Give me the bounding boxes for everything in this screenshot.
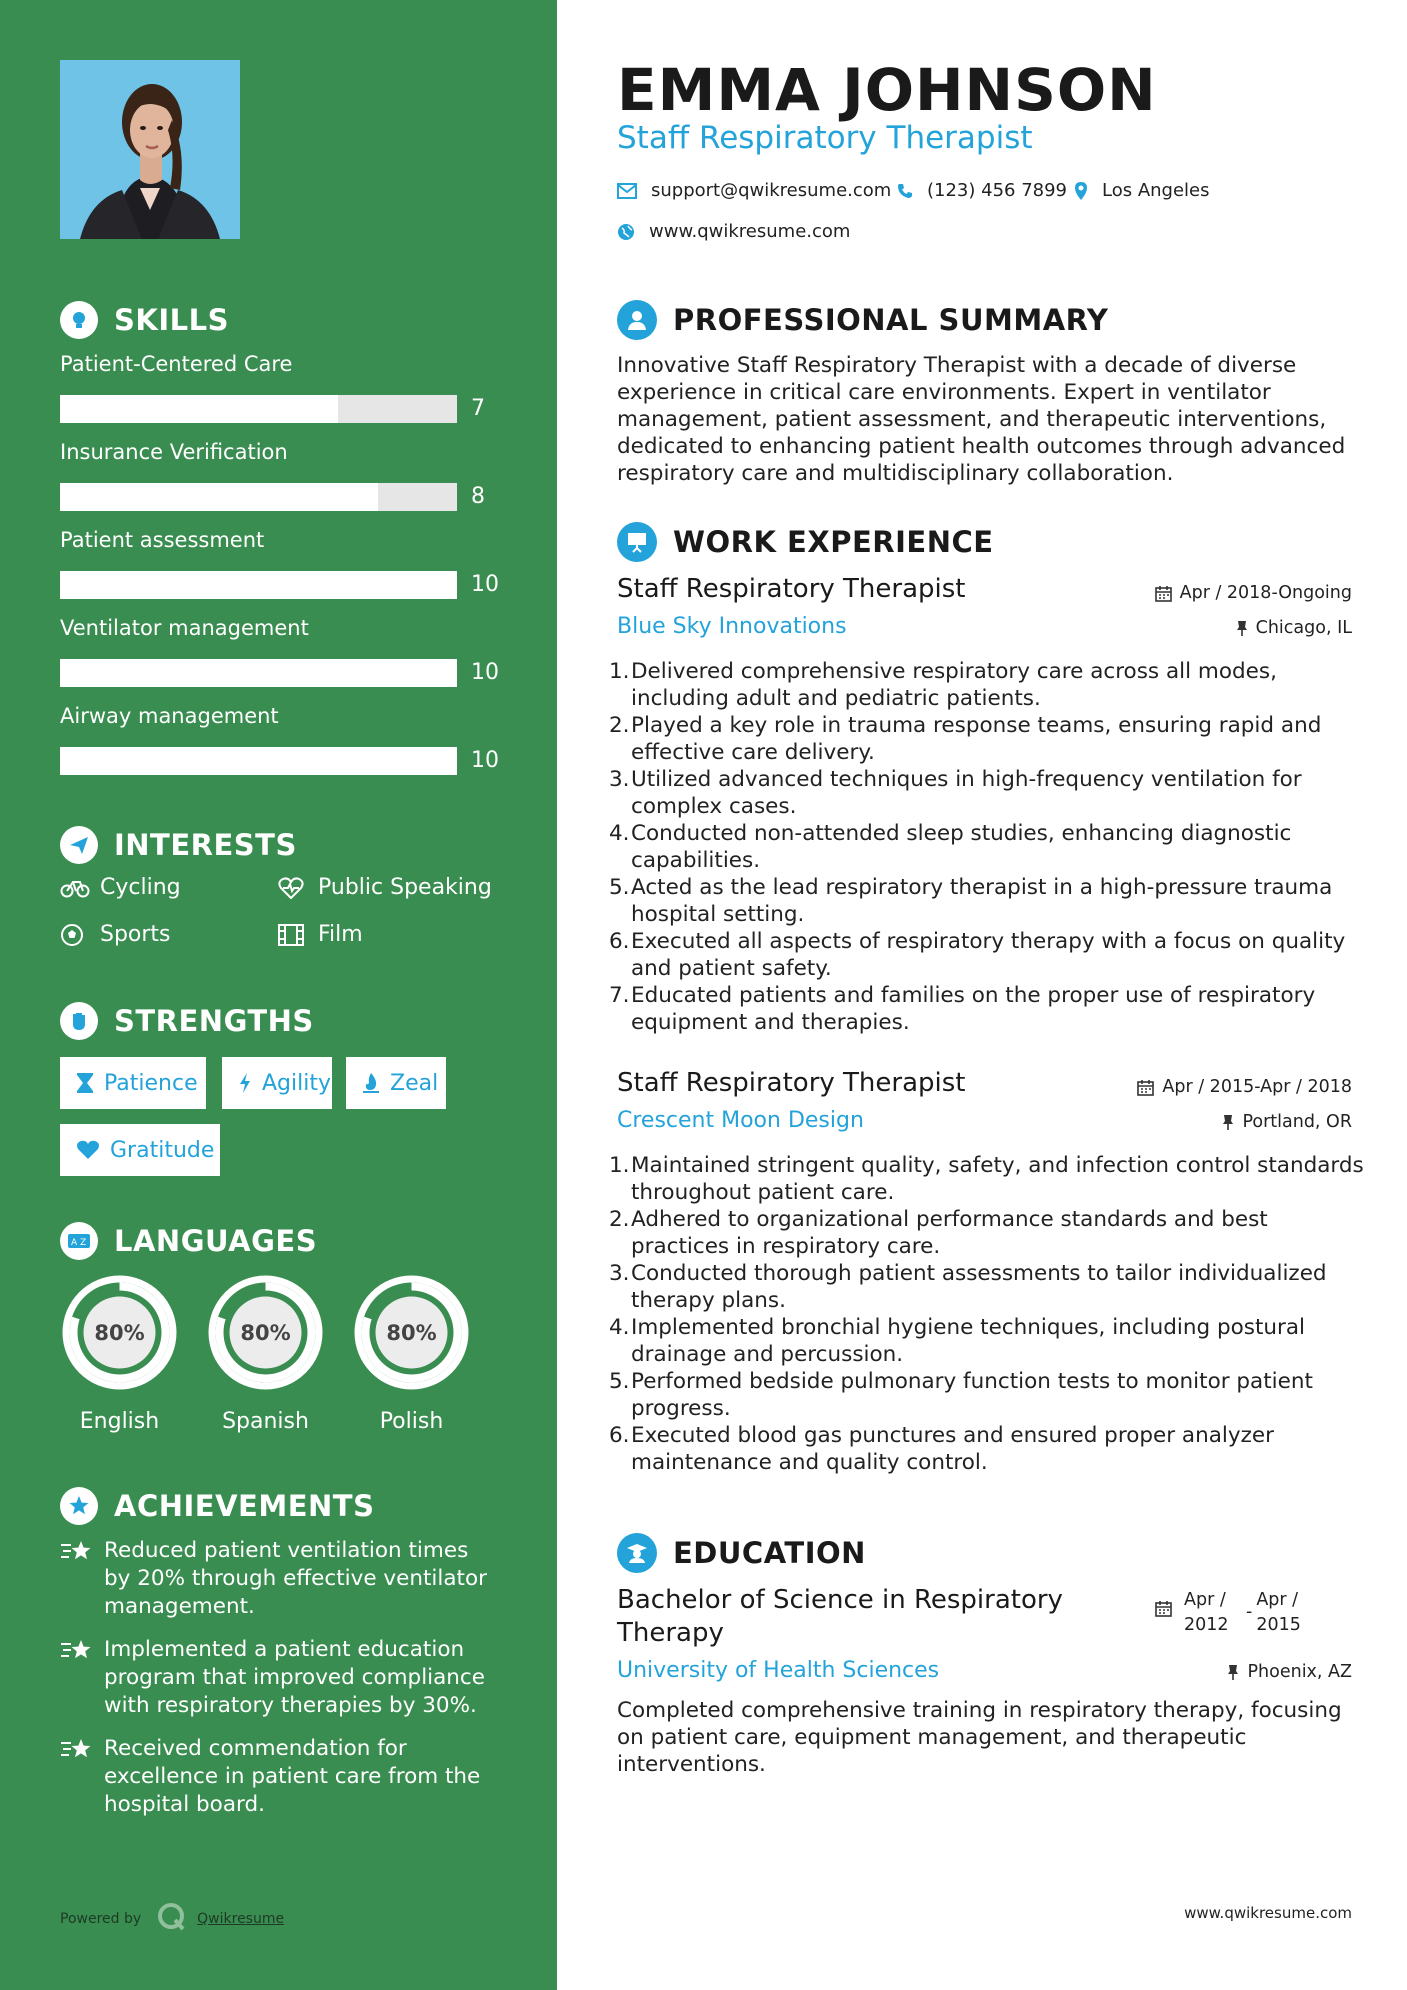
item-number: 5. (609, 1369, 630, 1394)
qwikresume-logo-icon (157, 1902, 187, 1936)
skill-name: Patient-Centered Care (60, 352, 293, 376)
phone-text: (123) 456 7899 (927, 180, 1068, 201)
phone-icon (897, 183, 913, 199)
item-text: Performed bedside pulmonary function tests to monitor patient progress. (631, 1369, 1313, 1421)
interest-item (278, 922, 363, 947)
item-text: Conducted non-attended sleep studies, enhancing diagnostic capabilities. (631, 821, 1292, 873)
bolt-icon (238, 1072, 252, 1094)
responsibility-item (609, 982, 1369, 1036)
education-location-text: Phoenix, AZ (1247, 1662, 1352, 1682)
map-pin-icon (1074, 181, 1088, 201)
shooting-star-icon (60, 1537, 104, 1621)
website-text[interactable]: www.qwikresume.com (649, 221, 851, 242)
strength-label: Agility (262, 1070, 331, 1096)
pushpin-icon (1227, 1664, 1239, 1681)
language-percent: 80% (386, 1321, 437, 1345)
strength-label: Zeal (390, 1070, 439, 1096)
strength-tag (60, 1057, 206, 1109)
item-text: Maintained stringent quality, safety, and infection control standards throughout patient care. (631, 1153, 1364, 1205)
language-item (203, 1270, 328, 1434)
skill-value: 10 (471, 660, 499, 685)
job-responsibilities (609, 1152, 1369, 1476)
language-percent: 80% (94, 1321, 145, 1345)
job-responsibilities (609, 658, 1369, 1036)
achievement-text: Implemented a patient education program that improved compliance with respiratory therapies by 30%. (104, 1637, 485, 1718)
item-number: 7. (609, 983, 630, 1008)
education-title: EDUCATION (673, 1536, 866, 1570)
profile-photo (60, 60, 240, 239)
skill-name: Patient assessment (60, 528, 265, 552)
skill-bar-fill (60, 659, 457, 687)
skill-bar-fill (60, 395, 338, 423)
raised-fist-icon (60, 1002, 98, 1040)
education-start: Apr / 2012 (1184, 1590, 1229, 1635)
achievements-title: ACHIEVEMENTS (114, 1489, 375, 1523)
hourglass-icon (76, 1072, 94, 1094)
skill-value: 8 (471, 484, 485, 509)
achievement-item (60, 1636, 500, 1720)
skill-bar (60, 483, 457, 511)
heartbeat-icon (278, 876, 308, 900)
skill-bar (60, 571, 457, 599)
sidebar (0, 0, 557, 1990)
svg-text:A: A (71, 1238, 78, 1248)
responsibility-item (609, 1422, 1369, 1476)
shooting-star-icon (60, 1735, 104, 1819)
item-number: 3. (609, 1261, 630, 1286)
responsibility-item (609, 820, 1369, 874)
language-name: Polish (379, 1409, 444, 1434)
company-name: Crescent Moon Design (617, 1108, 864, 1133)
education-end: Apr / 2015 (1256, 1590, 1301, 1635)
job-dates-text: Apr / 2018-Ongoing (1179, 583, 1352, 603)
language-percent: 80% (240, 1321, 291, 1345)
interests-heading (60, 826, 297, 864)
email-text[interactable]: support@qwikresume.com (651, 180, 892, 201)
skill-bar-fill (60, 747, 457, 775)
job-location-text: Portland, OR (1242, 1112, 1352, 1132)
star-badge-icon (60, 1487, 98, 1525)
interest-label: Film (318, 922, 363, 947)
job-title: Staff Respiratory Therapist (617, 1068, 966, 1098)
responsibility-item (609, 1260, 1369, 1314)
language-item (349, 1270, 474, 1434)
qwikresume-link[interactable]: Qwikresume (197, 1911, 285, 1927)
achievement-item (60, 1735, 500, 1819)
summary-title: PROFESSIONAL SUMMARY (673, 303, 1109, 337)
item-text: Adhered to organizational performance standards and best practices in respiratory care. (631, 1207, 1268, 1259)
responsibility-item (609, 766, 1369, 820)
powered-by (60, 1902, 284, 1936)
strength-label: Gratitude (110, 1137, 215, 1163)
item-text: Educated patients and families on the proper use of respiratory equipment and therapies. (631, 983, 1316, 1035)
job-dates (1137, 1077, 1352, 1097)
language-ring (349, 1270, 474, 1395)
job-dates (1155, 583, 1352, 603)
strength-label: Patience (104, 1070, 198, 1096)
location-text: Los Angeles (1102, 180, 1210, 201)
item-text: Played a key role in trauma response teams, ensuring rapid and effective care delivery. (631, 713, 1322, 765)
skill-name: Airway management (60, 704, 279, 728)
main-content (557, 0, 1407, 1990)
translate-icon (60, 1222, 98, 1260)
skill-item (60, 704, 500, 773)
interest-item (60, 875, 181, 900)
job-dates-text: Apr / 2015-Apr / 2018 (1162, 1077, 1352, 1097)
achievement-text: Reduced patient ventilation times by 20% through effective ventilator management. (104, 1538, 487, 1619)
language-ring (203, 1270, 328, 1395)
responsibility-item (609, 1314, 1369, 1368)
contact-website (617, 221, 850, 242)
contact-location (1074, 180, 1210, 201)
strengths-heading (60, 1002, 314, 1040)
flame-icon (362, 1072, 380, 1094)
item-text: Implemented bronchial hygiene techniques, including postural drainage and percussion. (631, 1315, 1306, 1367)
calendar-icon (1137, 1079, 1154, 1096)
powered-by-label: Powered by (60, 1911, 142, 1927)
responsibility-item (609, 928, 1369, 982)
interest-label: Cycling (100, 875, 181, 900)
language-name: Spanish (222, 1409, 309, 1434)
languages-heading (60, 1222, 317, 1260)
language-item (57, 1270, 182, 1434)
bicycle-icon (60, 876, 90, 900)
item-text: Utilized advanced techniques in high-frequency ventilation for complex cases. (631, 767, 1302, 819)
item-number: 1. (609, 1153, 630, 1178)
heart-icon (76, 1140, 100, 1160)
calendar-icon (1155, 1600, 1172, 1617)
strength-tag (222, 1057, 332, 1109)
user-icon (617, 300, 657, 340)
achievement-text: Received commendation for excellence in patient care from the hospital board. (104, 1736, 481, 1817)
education-heading (617, 1533, 866, 1573)
responsibility-item (609, 1206, 1369, 1260)
item-number: 6. (609, 1423, 630, 1448)
job-title: Staff Respiratory Therapist (617, 574, 966, 604)
job-location-text: Chicago, IL (1255, 618, 1352, 638)
calendar-icon (1155, 585, 1172, 602)
skill-name: Ventilator management (60, 616, 309, 640)
skill-name: Insurance Verification (60, 440, 288, 464)
item-number: 5. (609, 875, 630, 900)
strengths-title: STRENGTHS (114, 1004, 314, 1038)
experience-title: WORK EXPERIENCE (673, 525, 994, 559)
skill-bar (60, 747, 457, 775)
interest-label: Sports (100, 922, 171, 947)
summary-heading (617, 300, 1108, 340)
item-text: Conducted thorough patient assessments to tailor individualized therapy plans. (631, 1261, 1327, 1313)
item-number: 1. (609, 659, 630, 684)
skill-value: 10 (471, 748, 499, 773)
job-location (1236, 618, 1352, 638)
skill-bar-fill (60, 571, 457, 599)
svg-text:Z: Z (80, 1238, 87, 1248)
interest-item (278, 875, 492, 900)
candidate-name: EMMA JOHNSON (617, 56, 1157, 124)
education-location (1227, 1662, 1352, 1682)
item-number: 2. (609, 713, 630, 738)
achievement-item (60, 1537, 500, 1621)
languages-title: LANGUAGES (114, 1224, 318, 1258)
contact-phone (897, 180, 1067, 201)
skill-bar (60, 395, 457, 423)
paper-plane-icon (60, 826, 98, 864)
responsibility-item (609, 712, 1369, 766)
item-number: 4. (609, 821, 630, 846)
item-number: 4. (609, 1315, 630, 1340)
pushpin-icon (1236, 620, 1248, 637)
candidate-role: Staff Respiratory Therapist (617, 120, 1033, 156)
item-number: 3. (609, 767, 630, 792)
strength-tag (346, 1057, 446, 1109)
skill-value: 7 (471, 396, 485, 421)
soccer-ball-icon (60, 923, 90, 947)
responsibility-item (609, 874, 1369, 928)
company-name: Blue Sky Innovations (617, 614, 847, 639)
skill-bar-fill (60, 483, 378, 511)
responsibility-item (609, 658, 1369, 712)
summary-text: Innovative Staff Respiratory Therapist with a decade of diverse experience in critical care environments. Expert in ventilator management, patient assessment, and therapeutic interventions, dedicated to enhancing patient health outcomes through advanced respiratory care and multidisciplinary collaboration. (617, 353, 1346, 486)
pushpin-icon (1222, 1114, 1234, 1131)
achievements-heading (60, 1487, 374, 1525)
language-ring (57, 1270, 182, 1395)
shooting-star-icon (60, 1636, 104, 1720)
lightbulb-icon (60, 301, 98, 339)
interests-title: INTERESTS (114, 828, 297, 862)
education-text: Completed comprehensive training in respiratory therapy, focusing on patient care, equipment management, and therapeutic interventions. (617, 1698, 1342, 1777)
item-text: Acted as the lead respiratory therapist in a high-pressure trauma hospital setting. (631, 875, 1333, 927)
skill-bar (60, 659, 457, 687)
skill-item (60, 352, 500, 421)
responsibility-item (609, 1152, 1369, 1206)
graduate-icon (617, 1533, 657, 1573)
item-number: 2. (609, 1207, 630, 1232)
responsibility-item (609, 1368, 1369, 1422)
footer-url[interactable]: www.qwikresume.com (1184, 1904, 1352, 1922)
school-name: University of Health Sciences (617, 1658, 940, 1683)
date-separator: - (1246, 1602, 1253, 1622)
skill-item (60, 616, 500, 685)
skill-item (60, 440, 500, 509)
envelope-icon (617, 183, 637, 199)
contact-email (617, 180, 891, 201)
film-icon (278, 923, 308, 947)
item-text: Executed blood gas punctures and ensured proper analyzer maintenance and quality control. (631, 1423, 1274, 1475)
interest-item (60, 922, 171, 947)
experience-heading (617, 522, 994, 562)
item-number: 6. (609, 929, 630, 954)
globe-icon (617, 223, 635, 241)
skill-item (60, 528, 500, 597)
presentation-icon (617, 522, 657, 562)
education-dates (1155, 1588, 1302, 1638)
interest-label: Public Speaking (318, 875, 492, 900)
job-location (1222, 1112, 1352, 1132)
item-text: Delivered comprehensive respiratory care across all modes, including adult and pediatric patients. (631, 659, 1277, 711)
language-name: English (79, 1409, 160, 1434)
skills-heading (60, 301, 229, 339)
item-text: Executed all aspects of respiratory therapy with a focus on quality and patient safety. (631, 929, 1346, 981)
skills-title: SKILLS (114, 303, 229, 337)
strength-tag (60, 1124, 220, 1176)
skill-value: 10 (471, 572, 499, 597)
degree-title: Bachelor of Science in Respiratory Therapy (617, 1585, 1063, 1648)
